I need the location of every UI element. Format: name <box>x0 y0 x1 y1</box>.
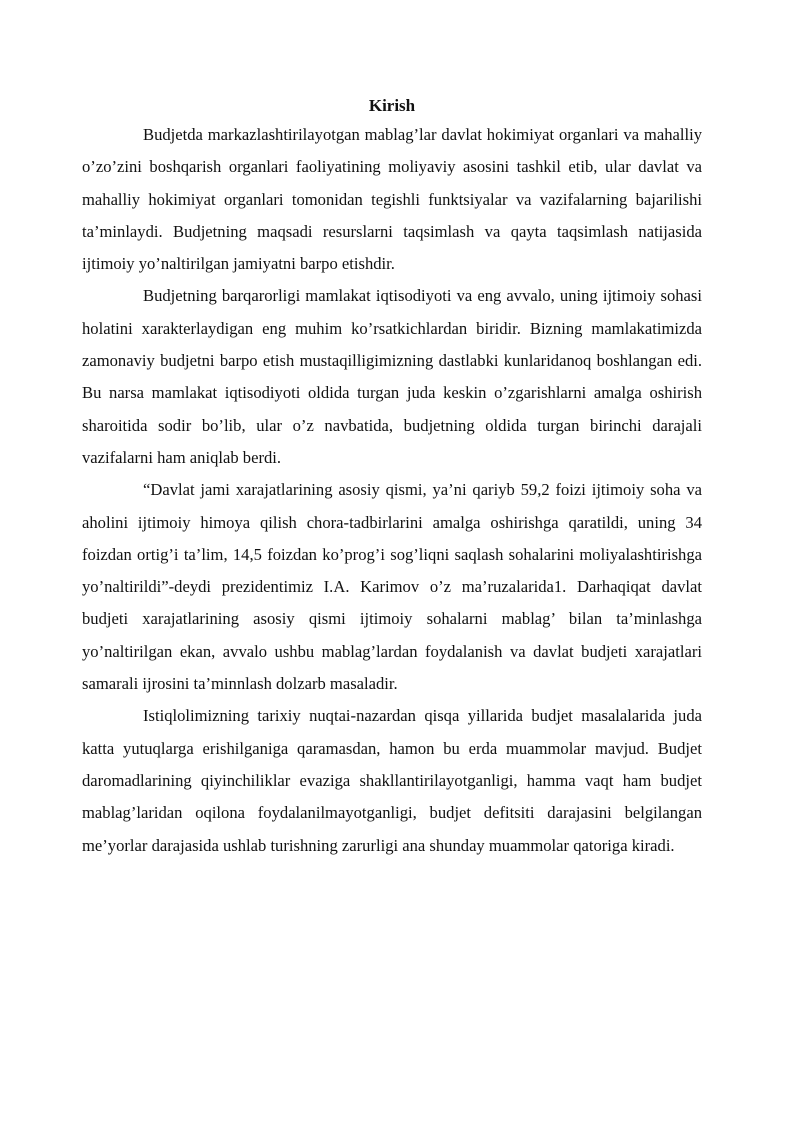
paragraph-3: “Davlat jami xarajatlarining asosiy qismi, ya’ni qariyb 59,2 foizi ijtimoiy soha va aholini ijtimoiy himoya qilish chora-tadbirlarini amalga oshirishga qaratildi, uning 34 foizdan ortig’i ta’lim, 14,5 foizdan ko’prog’i sog’liqni saqlash sohalarini moliyalashtirishga yo’naltirildi”-deydi prezidentimiz I.A. Karimov o’z ma’ruzalarida1. Darhaqiqat davlat budjeti xarajatlarining asosiy qismi ijtimoiy sohalarni mablag’ bilan ta’minlashga yo’naltirilgan ekan, avvalo ushbu mablag’lardan foydalanish va davlat budjeti xarajatlari samarali ijrosini ta’minnlash dolzarb masaladir. <box>82 480 702 694</box>
document-page <box>82 92 702 862</box>
paragraph-4: Istiqlolimizning tarixiy nuqtai-nazardan qisqa yillarida budjet masalalarida juda katta yutuqlarga erishilganiga qaramasdan, hamon bu erda muammolar mavjud. Budjet daromadlarining qiyinchiliklar evaziga shakllantirilayotganligi, hamma vaqt ham budjet mablag’laridan oqilona foydalanilmayotganligi, budjet defitsiti darajasini belgilangan me’yorlar darajasida ushlab turishning zarurligi ana shunday muammolar qatoriga kiradi. <box>82 706 702 855</box>
paragraph-1: Budjetda markazlashtirilayotgan mablag’lar davlat hokimiyat organlari va mahalliy o’zo’zini boshqarish organlari faoliyatining moliyaviy asosini tashkil etib, ular davlat va mahalliy hokimiyat organlari tomonidan tegishli funktsiyalar va vazifalarning bajarilishi ta’minlaydi. Budjetning maqsadi resurslarni taqsimlash va qayta taqsimlash natijasida ijtimoiy yo’naltirilgan jamiyatni barpo etishdir. <box>82 125 702 274</box>
document-title: Kirish <box>368 96 416 115</box>
paragraph-2: Budjetning barqarorligi mamlakat iqtisodiyoti va eng avvalo, uning ijtimoiy sohasi holatini xarakterlaydigan eng muhim ko’rsatkichlardan biridir. Bizning mamlakatimizda zamonaviy budjetni barpo etish mustaqilligimizning dastlabki kunlaridanoq boshlangan edi. Bu narsa mamlakat iqtisodiyoti oldida turgan juda keskin o’zgarishlarni amalga oshirish sharoitida sodir bo’lib, ular o’z navbatida, budjetning oldida turgan birinchi darajali vazifalarni ham aniqlab berdi. <box>82 286 702 467</box>
